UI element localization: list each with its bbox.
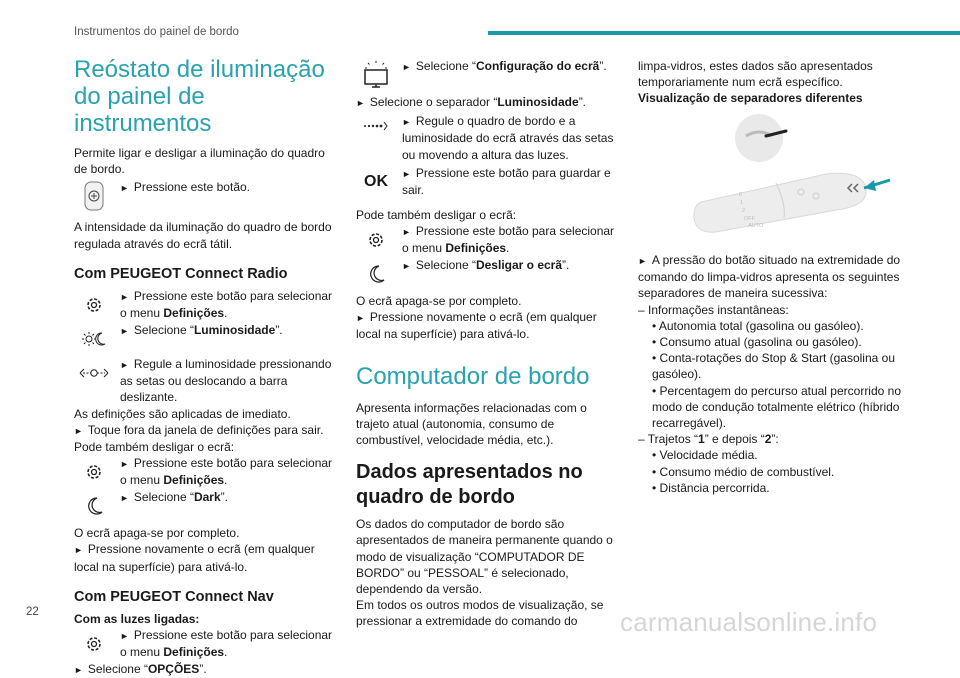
text-c2a: Selecione o separador “ [369, 95, 498, 109]
text-c3: Regule o quadro de bordo e a luminosidade do ecrã através das setas ou movendo a altura das luzes. [402, 114, 614, 162]
stalk-label-auto: AUTO [748, 223, 764, 229]
text-n2b: Definições [163, 645, 225, 660]
text-c6b: Definições [445, 241, 507, 256]
dots-slider-icon [356, 113, 396, 137]
dash-2 [638, 431, 908, 447]
bullet-7: • Distância percorrida. [652, 480, 770, 495]
nav-subtitle: Com PEUGEOT Connect Nav [74, 588, 274, 605]
moon-icon [356, 257, 396, 291]
text-r7b: Definições [163, 473, 225, 488]
text-r5-content: Toque fora da janela de definições para sair. [87, 422, 324, 437]
text-n3c: ”. [199, 662, 207, 677]
text-c5: Pode também desligar o ecrã: [356, 207, 517, 222]
press-text: ► A pressão do botão situado na extremidade do comando do limpa-vidros apresenta os seguintes separadores de maneira sucessiva: [638, 253, 901, 301]
data-subtitle: Dados apresentados no quadro de bordo [356, 461, 583, 509]
rheostat-step: ► Pressione este botão. [74, 179, 336, 213]
gear-icon [74, 627, 114, 661]
nav-step-ok: OK ► Pressione este botão para guardar e sair. [356, 165, 622, 199]
nav-step-screen-off: ► Selecione “Desligar o ecrã”. [356, 257, 622, 291]
text-c9: ► Pressione novamente o ecrã (em qualquer local na superfície) para ativá-lo. [356, 310, 597, 342]
gear-icon [356, 223, 396, 257]
text-r8a: Selecione “ [133, 490, 194, 505]
column-3 [638, 58, 908, 107]
text-c7a: Selecione “ [415, 258, 476, 273]
text-c2: ► Selecione o separador “Luminosidade”. [356, 95, 587, 109]
text-r5: ► Toque fora da janela de definições para sair. [74, 422, 324, 437]
text-r2c: ”. [275, 323, 283, 338]
radio-subtitle: Com PEUGEOT Connect Radio [74, 265, 288, 282]
bullet-3: • Conta-rotações do Stop & Start (gasolina ou gasóleo). [652, 351, 896, 382]
nav-step-settings-2: ► Pressione este botão para selecionar o menu Definições. [356, 223, 622, 257]
text-r9: O ecrã apaga-se por completo. [74, 526, 240, 541]
sun-moon-icon [74, 322, 114, 356]
press-button-text: Pressione este botão. [133, 180, 250, 195]
text-r1b: Definições [163, 306, 225, 321]
text-r6: Pode também desligar o ecrã: [74, 440, 235, 455]
tabs-subtitle: Visualização de separadores diferentes [638, 91, 863, 106]
text-r8b: Dark [193, 490, 221, 505]
text-c8: O ecrã apaga-se por completo. [356, 294, 522, 309]
running-header: Instrumentos do painel de bordo [74, 26, 239, 38]
text-r8c: ”. [220, 490, 228, 505]
text-c7c: ”. [562, 258, 570, 273]
text-r7c: . [224, 473, 228, 488]
text-c1a: Selecione “ [415, 59, 476, 73]
bullet-2: • Consumo atual (gasolina ou gasóleo). [652, 335, 862, 350]
text-r3: Regule a luminosidade pressionando as setas ou deslocando a barra deslizante. [120, 357, 332, 405]
column-2 [356, 58, 622, 630]
stalk-label-2: 2 [742, 208, 746, 214]
text-r7a: Pressione este botão para selecionar o menu [120, 456, 333, 488]
text-n3b: OPÇÕES [147, 662, 200, 677]
text-c1c: ”. [599, 59, 607, 73]
text-n2c: . [224, 645, 228, 660]
nav-step-adjust: ► Regule o quadro de bordo e a luminosidade do ecrã através das setas ou movendo a altura das luzes. [356, 113, 622, 163]
display-brightness-icon [356, 58, 396, 92]
section-title-rheostat: Reóstato de iluminação do painel de instrumentos [74, 56, 325, 137]
text-d2c: ” e depois “ [704, 432, 765, 447]
rheostat-intro: Permite ligar e desligar a iluminação do quadro de bordo. [74, 146, 325, 177]
text-c9-content: Pressione novamente o ecrã (em qualquer local na superfície) para ativá-lo. [356, 310, 597, 342]
dash-1: – Informações instantâneas: [638, 302, 789, 317]
bullet-4: • Percentagem do percurso atual percorrido no modo de condução totalmente elétrico (híbrido recarregável). [652, 383, 902, 431]
ok-button-icon [356, 165, 396, 199]
text-d2e: ”: [771, 432, 779, 447]
text-r10-content: Pressione novamente o ecrã (em qualquer local na superfície) para ativá-lo. [74, 542, 315, 574]
data-body: Os dados do computador de bordo são apresentados de maneira permanente quando o modo de visualização “COMPUTADOR DE BORDO” ou “PESSOAL” é selecionado, dependendo da versão. [356, 517, 613, 597]
column-3-lower [638, 252, 908, 496]
text-d2b: 1 [698, 432, 705, 447]
page-number: 22 [26, 606, 39, 618]
continued-text: limpa-vidros, estes dados são apresentados temporariamente num ecrã específico. [638, 59, 873, 90]
text-d2a: – Trajetos “ [638, 432, 699, 447]
intensity-text: A intensidade da iluminação do quadro de bordo regulada através do ecrã tátil. [74, 220, 332, 251]
text-r2a: Selecione “ [133, 323, 194, 338]
radio-step-brightness: ► Selecione “Luminosidade”. [74, 322, 336, 356]
stalk-label-0: 0 [739, 192, 743, 198]
text-c4: Pressione este botão para guardar e sair. [402, 165, 611, 198]
slider-arrows-icon [74, 356, 114, 390]
bullet-6: • Consumo médio de combustível. [652, 464, 835, 479]
stalk-label-off: OFF [744, 216, 755, 222]
text-n3: ► Selecione “OPÇÕES”. [74, 662, 207, 677]
section-title-computer: Computador de bordo [356, 362, 590, 390]
text-c2c: ”. [578, 95, 587, 109]
press-text-content: A pressão do botão situado na extremidade do comando do limpa-vidros apresenta os seguintes separadores de maneira sucessiva: [638, 253, 901, 301]
text-c6c: . [506, 241, 510, 256]
computer-intro: Apresenta informações relacionadas com o trajeto atual (autonomia, consumo de combustível, velocidade média, etc.). [356, 400, 587, 448]
text-c1b: Configuração do ecrã [475, 59, 600, 73]
radio-step-settings-2: ► Pressione este botão para selecionar o menu Definições. [74, 455, 336, 489]
radio-step-dark: ► Selecione “Dark”. [74, 489, 336, 523]
text-c7b: Desligar o ecrã [475, 258, 563, 273]
text-r1a: Pressione este botão para selecionar o menu [120, 289, 333, 321]
text-n3a: Selecione “ [87, 662, 148, 677]
text-r1c: . [224, 306, 228, 321]
text-r2b: Luminosidade [193, 323, 276, 338]
text-r4: As definições são aplicadas de imediato. [74, 406, 291, 421]
wiper-stalk-illustration [626, 110, 926, 248]
gear-icon [74, 288, 114, 322]
bullet-5: • Velocidade média. [652, 448, 758, 463]
text-c6a: Pressione este botão para selecionar o menu [402, 224, 615, 256]
moon-icon [74, 489, 114, 523]
text-r10: ► Pressione novamente o ecrã (em qualquer local na superfície) para ativá-lo. [74, 542, 315, 574]
text-n1: Com as luzes ligadas: [74, 612, 200, 627]
stalk-label-1: 1 [740, 200, 744, 206]
text-n2a: Pressione este botão para selecionar o menu [120, 628, 333, 660]
watermark: carmanualsonline.info [620, 607, 878, 637]
radio-step-settings: ► Pressione este botão para selecionar o menu Definições. [74, 288, 336, 322]
dashboard-light-button-icon [74, 179, 114, 213]
gear-icon [74, 455, 114, 489]
ok-label: OK [364, 172, 388, 190]
header-accent-bar [488, 31, 960, 35]
text-d2d: 2 [764, 432, 772, 447]
data-body-2: Em todos os outros modos de visualização, se pressionar a extremidade do comando do [356, 598, 604, 629]
column-1 [74, 56, 336, 678]
radio-step-slider: ► Regule a luminosidade pressionando as setas ou deslocando a barra deslizante. [74, 356, 336, 406]
bullet-1: • Autonomia total (gasolina ou gasóleo). [652, 318, 864, 333]
text-c2b: Luminosidade [497, 95, 579, 109]
nav-step-settings: ► Pressione este botão para selecionar o menu Definições. [74, 627, 336, 661]
nav-step-display-config: ► Selecione “Configuração do ecrã”. [356, 58, 622, 92]
